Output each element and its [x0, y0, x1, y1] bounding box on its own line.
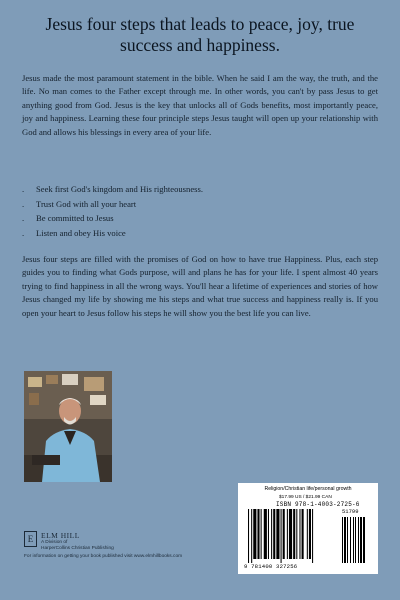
step-text: Trust God with all your heart [36, 198, 137, 209]
price-addon-code: 51799 [342, 508, 359, 515]
publisher-block [24, 531, 194, 560]
back-cover-title: Jesus four steps that leads to peace, joy, true success and happiness. [45, 14, 355, 55]
barcode-panel [238, 483, 378, 574]
bullet: . [22, 213, 25, 223]
publisher-info: For information on getting your book published visit www.elmhillbooks.com [24, 554, 183, 559]
bullet: . [22, 198, 25, 209]
list-item [22, 211, 362, 226]
author-photo [24, 371, 112, 482]
isbn-text: ISBN 978-1-4003-2725-6 [276, 501, 360, 508]
step-text: Listen and obey His voice [36, 227, 126, 238]
publisher-logo: E [24, 531, 37, 547]
bullet: . [22, 184, 25, 194]
list-item [22, 226, 362, 241]
author-photo-illustration [24, 371, 112, 482]
step-text: Seek first God's kingdom and His righteousness. [36, 184, 203, 194]
list-item [22, 197, 362, 212]
publisher-name: ELM HILL [41, 531, 80, 540]
step-text: Be committed to Jesus [36, 213, 114, 223]
steps-list [22, 182, 362, 240]
intro-paragraph: Jesus made the most paramount statement in the bible. When he said I am the way, the truth, and the life. No man comes to the Father except through me. In other words, you can't by pass Jesus to get anything good from God. Jesus is the key that unlocks all of Gods benefits, most importantly peace, joy and happiness. Learning these four principle steps Jesus taught will open up your relationship with God and allows his blessings in every area of your life. [22, 73, 378, 137]
isbn-digits: 9 781400 327256 [244, 563, 298, 570]
publisher-parent: HarperCollins Christian Publishing [41, 545, 114, 551]
book-price: $17.99 US / $21.99 CAN [279, 495, 332, 500]
book-category: Religion/Christian life/personal growth [264, 486, 352, 492]
publisher-division: A Division of [41, 540, 68, 545]
closing-paragraph: Jesus four steps are filled with the promises of God on how to have true Happiness. Plus, each step guides you to finding what Gods purpose, will and plans he has for your life. I spent almost 40 years trying to find happiness in all the wrong ways. You'll hear a lifetime of experiences and stories of how Jesus changed my life by showing me his steps and what true success and happiness really is. If you open your heart to Jesus follow his steps he will show you the best life you can live. [22, 254, 378, 318]
bullet: . [22, 227, 25, 238]
list-item [22, 182, 362, 197]
barcode-bars [248, 509, 372, 563]
